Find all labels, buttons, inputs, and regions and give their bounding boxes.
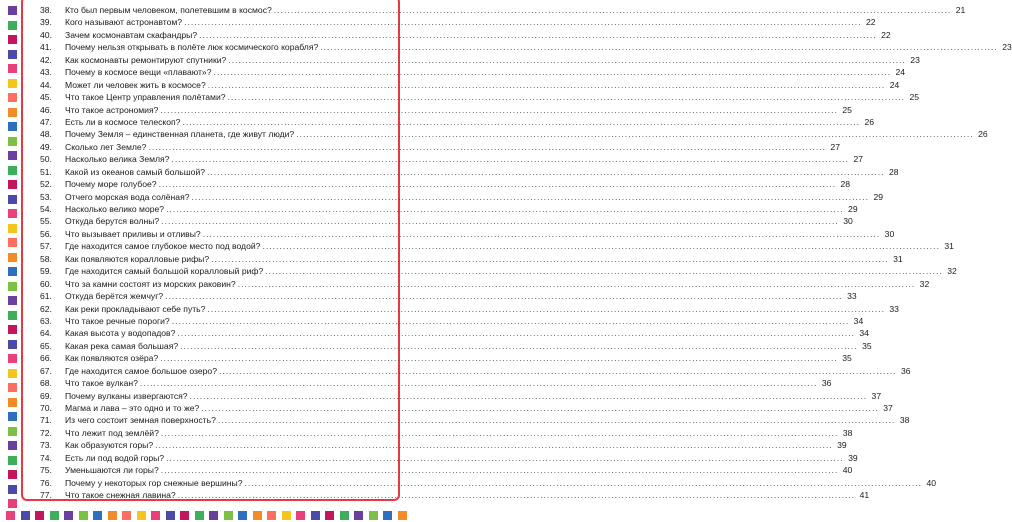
- toc-entry-page: 22: [881, 29, 891, 40]
- toc-entry-title: Как образуются горы?: [65, 440, 154, 451]
- toc-entry-page: 37: [883, 403, 893, 413]
- decor-square: [340, 511, 349, 520]
- toc-entry-title: Что такое речные пороги?: [65, 315, 170, 326]
- decor-square: [311, 511, 320, 520]
- toc-entry-page: 40: [926, 477, 937, 488]
- toc-dot-leader: ........................................................................................................................................................................................................: [219, 365, 897, 376]
- toc-dot-leader: ........................................................................................................................................................................................................: [199, 29, 877, 40]
- decor-square: [195, 511, 204, 520]
- toc-entry-number: 53.: [40, 191, 52, 202]
- toc-entry[interactable]: [40, 191, 884, 203]
- decor-square: [253, 511, 262, 520]
- toc-entry[interactable]: [40, 128, 988, 140]
- decor-square: [64, 511, 73, 520]
- table-of-contents: [40, 4, 1012, 502]
- toc-entry-title: Как появляются коралловые рифы?: [65, 253, 210, 264]
- toc-entry-number: 56.: [40, 228, 52, 239]
- toc-entry[interactable]: [40, 327, 869, 339]
- decor-square: [8, 253, 17, 262]
- toc-entry-page: 29: [848, 204, 858, 214]
- toc-entry-number: 57.: [40, 241, 52, 252]
- decor-square: [8, 35, 17, 44]
- decor-square: [8, 296, 17, 305]
- toc-entry[interactable]: [40, 390, 882, 402]
- decor-square: [108, 511, 117, 520]
- toc-entry[interactable]: [40, 215, 853, 227]
- toc-entry[interactable]: [40, 16, 876, 28]
- toc-entry[interactable]: [40, 240, 954, 252]
- toc-entry[interactable]: [40, 352, 852, 364]
- toc-dot-leader: ........................................................................................................................................................................................................: [191, 191, 870, 202]
- toc-dot-leader: ........................................................................................................................................................................................................: [171, 154, 849, 165]
- toc-dot-leader: ........................................................................................................................................................................................................: [320, 42, 998, 53]
- toc-entry-title: Может ли человек жить в космосе?: [65, 79, 206, 90]
- toc-entry-title: Где находится самое глубокое место под водой?: [65, 241, 261, 252]
- toc-entry-page: 29: [873, 191, 884, 202]
- toc-entry-title: Из чего состоит земная поверхность?: [65, 415, 216, 426]
- toc-entry-page: 33: [847, 291, 857, 302]
- toc-entry-number: 69.: [40, 390, 52, 401]
- toc-dot-leader: ........................................................................................................................................................................................................: [166, 204, 844, 214]
- toc-entry-number: 64.: [40, 328, 52, 339]
- decor-square: [8, 383, 17, 392]
- toc-entry[interactable]: [40, 414, 910, 426]
- toc-entry[interactable]: [40, 315, 864, 327]
- decor-square: [8, 499, 17, 508]
- toc-entry-title: Что за камни состоят из морских раковин?: [65, 278, 236, 289]
- toc-entry-page: 31: [944, 241, 954, 252]
- toc-entry-title: Есть ли в космосе телескоп?: [65, 116, 181, 127]
- decor-square: [50, 511, 59, 520]
- toc-entry-page: 23: [910, 54, 920, 65]
- toc-entry-number: 77.: [40, 490, 52, 501]
- toc-dot-leader: ........................................................................................................................................................................................................: [227, 92, 906, 103]
- toc-entry-title: Как космонавты ремонтируют спутники?: [65, 54, 227, 65]
- decor-square: [8, 180, 17, 189]
- toc-entry-number: 49.: [40, 141, 52, 152]
- toc-dot-leader: ........................................................................................................................................................................................................: [161, 216, 839, 227]
- toc-entry-number: 55.: [40, 216, 52, 227]
- toc-entry-title: Есть ли под водой горы?: [65, 452, 165, 463]
- decor-square: [35, 511, 44, 520]
- toc-entry-number: 40.: [40, 29, 52, 40]
- toc-entry-page: 41: [859, 490, 870, 501]
- toc-entry[interactable]: [40, 439, 847, 451]
- left-decor-strip: [8, 0, 17, 522]
- decor-square: [8, 311, 17, 320]
- toc-entry-title: Что такое снежная лавина?: [65, 490, 176, 501]
- decor-square: [8, 267, 17, 276]
- toc-dot-leader: ........................................................................................................................................................................................................: [207, 79, 886, 90]
- toc-dot-leader: ........................................................................................................................................................................................................: [207, 303, 885, 314]
- toc-entry-page: 22: [866, 17, 876, 28]
- toc-entry-title: Откуда берутся волны?: [65, 216, 160, 227]
- toc-entry-number: 59.: [40, 266, 52, 277]
- toc-dot-leader: ........................................................................................................................................................................................................: [189, 390, 868, 401]
- toc-dot-leader: ........................................................................................................................................................................................................: [160, 427, 839, 438]
- decor-square: [6, 511, 15, 520]
- toc-entry-number: 51.: [40, 166, 52, 177]
- toc-dot-leader: ........................................................................................................................................................................................................: [171, 315, 850, 326]
- toc-entry-number: 75.: [40, 465, 52, 476]
- toc-entry-title: Уменьшаются ли горы?: [65, 465, 159, 476]
- toc-entry-page: 32: [947, 266, 957, 277]
- toc-entry-page: 21: [955, 5, 966, 15]
- toc-entry-page: 35: [862, 340, 872, 351]
- toc-entry[interactable]: [40, 365, 911, 377]
- decor-square: [282, 511, 291, 520]
- toc-entry-title: Насколько велико море?: [65, 204, 165, 214]
- toc-dot-leader: ........................................................................................................................................................................................................: [160, 104, 838, 115]
- decor-square: [8, 456, 17, 465]
- decor-square: [8, 224, 17, 233]
- toc-entry-number: 54.: [40, 204, 52, 214]
- decor-square: [224, 511, 233, 520]
- toc-entry-number: 41.: [40, 42, 52, 53]
- toc-entry-page: 31: [893, 253, 903, 264]
- toc-entry-title: Насколько велика Земля?: [65, 154, 170, 165]
- decor-square: [267, 511, 276, 520]
- toc-entry[interactable]: [40, 290, 857, 302]
- toc-entry-title: Магма и лава – это одно и то же?: [65, 403, 200, 413]
- decor-square: [8, 369, 17, 378]
- toc-dot-leader: ........................................................................................................................................................................................................: [296, 129, 974, 140]
- toc-entry[interactable]: [40, 340, 872, 352]
- toc-entry-number: 45.: [40, 92, 52, 103]
- decor-square: [8, 21, 17, 30]
- toc-entry-title: Зачем космонавтам скафандры?: [65, 29, 198, 40]
- toc-entry[interactable]: [40, 54, 920, 66]
- decor-square: [8, 137, 17, 146]
- toc-entry-title: Откуда берётся жемчуг?: [65, 291, 164, 302]
- decor-square: [209, 511, 218, 520]
- toc-entry-title: Как появляются озёра?: [65, 353, 159, 364]
- toc-entry-page: 24: [889, 79, 900, 90]
- toc-dot-leader: ........................................................................................................................................................................................................: [202, 228, 881, 239]
- decor-square: [8, 151, 17, 160]
- toc-dot-leader: ........................................................................................................................................................................................................: [237, 278, 916, 289]
- decor-square: [8, 50, 17, 59]
- toc-entry-page: 25: [842, 104, 852, 115]
- toc-entry-number: 66.: [40, 353, 52, 364]
- toc-entry-page: 35: [842, 353, 852, 364]
- decor-square: [354, 511, 363, 520]
- toc-dot-leader: ........................................................................................................................................................................................................: [160, 353, 838, 364]
- toc-entry-page: 37: [871, 390, 882, 401]
- toc-entry-page: 34: [853, 315, 864, 326]
- decor-square: [398, 511, 407, 520]
- toc-dot-leader: ........................................................................................................................................................................................................: [165, 291, 843, 302]
- toc-entry[interactable]: [40, 4, 966, 16]
- toc-dot-leader: ........................................................................................................................................................................................................: [228, 54, 906, 65]
- toc-entry-title: Почему у некоторых гор снежные вершины?: [65, 477, 243, 488]
- toc-dot-leader: ........................................................................................................................................................................................................: [201, 403, 879, 413]
- decor-square: [8, 340, 17, 349]
- toc-entry[interactable]: [40, 427, 853, 439]
- toc-dot-leader: ........................................................................................................................................................................................................: [158, 179, 837, 190]
- toc-entry-number: 73.: [40, 440, 52, 451]
- toc-entry-number: 74.: [40, 452, 52, 463]
- toc-entry-number: 39.: [40, 17, 52, 28]
- decor-square: [8, 195, 17, 204]
- toc-dot-leader: ........................................................................................................................................................................................................: [273, 5, 952, 15]
- decor-square: [8, 108, 17, 117]
- toc-entry-page: 34: [859, 328, 869, 339]
- toc-entry[interactable]: [40, 464, 853, 476]
- decor-square: [8, 325, 17, 334]
- toc-entry-title: Кого называют астронавтом?: [65, 17, 183, 28]
- toc-entry-page: 38: [899, 415, 910, 426]
- toc-entry-title: Что такое Центр управления полётами?: [65, 92, 226, 103]
- toc-entry-page: 27: [830, 141, 840, 152]
- toc-entry-number: 61.: [40, 291, 52, 302]
- toc-entry[interactable]: [40, 91, 920, 103]
- toc-entry-number: 68.: [40, 378, 52, 389]
- toc-entry-page: 30: [884, 228, 895, 239]
- toc-entry-title: Отчего морская вода солёная?: [65, 191, 190, 202]
- toc-dot-leader: ........................................................................................................................................................................................................: [217, 415, 896, 426]
- decor-square: [180, 511, 189, 520]
- toc-entry-page: 39: [837, 440, 847, 451]
- toc-dot-leader: ........................................................................................................................................................................................................: [182, 116, 860, 127]
- decor-square: [8, 64, 17, 73]
- toc-dot-leader: ........................................................................................................................................................................................................: [177, 328, 855, 339]
- toc-dot-leader: ........................................................................................................................................................................................................: [166, 452, 844, 463]
- toc-entry-title: Что такое астрономия?: [65, 104, 159, 115]
- toc-dot-leader: ........................................................................................................................................................................................................: [213, 67, 892, 78]
- toc-entry-title: Где находится самый большой коралловый риф?: [65, 266, 264, 277]
- toc-entry[interactable]: [40, 253, 903, 265]
- decor-square: [8, 209, 17, 218]
- toc-entry[interactable]: [40, 166, 899, 178]
- toc-entry[interactable]: [40, 452, 858, 464]
- toc-entry-number: 50.: [40, 154, 52, 165]
- toc-dot-leader: ........................................................................................................................................................................................................: [139, 378, 818, 389]
- decor-square: [8, 470, 17, 479]
- toc-dot-leader: ........................................................................................................................................................................................................: [265, 266, 943, 277]
- toc-entry-number: 58.: [40, 253, 52, 264]
- decor-square: [238, 511, 247, 520]
- toc-entry[interactable]: [40, 203, 858, 215]
- toc-entry-title: Почему вулканы извергаются?: [65, 390, 188, 401]
- toc-entry[interactable]: [40, 477, 937, 489]
- toc-entry[interactable]: [40, 29, 891, 41]
- toc-entry-page: 25: [909, 92, 920, 103]
- toc-dot-leader: ........................................................................................................................................................................................................: [262, 241, 940, 252]
- decor-square: [8, 122, 17, 131]
- toc-entry[interactable]: [40, 402, 893, 414]
- toc-dot-leader: ........................................................................................................................................................................................................: [211, 253, 889, 264]
- toc-entry-page: 28: [889, 166, 899, 177]
- toc-entry-page: 30: [843, 216, 853, 227]
- toc-entry-page: 32: [919, 278, 930, 289]
- toc-entry-title: Почему в космосе вещи «плавают»?: [65, 67, 212, 78]
- toc-entry-number: 38.: [40, 5, 52, 15]
- toc-entry[interactable]: [40, 278, 930, 290]
- decor-square: [8, 441, 17, 450]
- decor-square: [151, 511, 160, 520]
- toc-entry-number: 76.: [40, 477, 52, 488]
- decor-square: [8, 93, 17, 102]
- toc-entry-title: Какой из океанов самый большой?: [65, 166, 206, 177]
- toc-entry-number: 71.: [40, 415, 52, 426]
- toc-entry-number: 42.: [40, 54, 52, 65]
- toc-entry-title: Что лежит под землёй?: [65, 427, 159, 438]
- toc-dot-leader: ........................................................................................................................................................................................................: [160, 465, 839, 476]
- toc-entry[interactable]: [40, 265, 957, 277]
- decor-square: [325, 511, 334, 520]
- toc-entry-page: 33: [889, 303, 899, 314]
- toc-entry-page: 24: [895, 67, 906, 78]
- toc-entry-title: Какая высота у водопадов?: [65, 328, 176, 339]
- decor-square: [8, 238, 17, 247]
- toc-entry-title: Сколько лет Земле?: [65, 141, 147, 152]
- decor-square: [8, 166, 17, 175]
- toc-entry-title: Что вызывает приливы и отливы?: [65, 228, 201, 239]
- toc-entry-title: Почему нельзя открывать в полёте люк космического корабля?: [65, 42, 319, 53]
- toc-entry[interactable]: [40, 153, 863, 165]
- toc-entry-title: Почему Земля – единственная планета, где живут люди?: [65, 129, 295, 140]
- toc-dot-leader: ........................................................................................................................................................................................................: [184, 17, 862, 28]
- toc-entry-number: 65.: [40, 340, 52, 351]
- toc-entry[interactable]: [40, 377, 832, 389]
- toc-entry[interactable]: [40, 228, 895, 240]
- toc-dot-leader: ........................................................................................................................................................................................................: [207, 166, 885, 177]
- toc-entry-page: 23: [1002, 42, 1012, 53]
- decor-square: [21, 511, 30, 520]
- toc-entry[interactable]: [40, 489, 870, 501]
- toc-entry-title: Почему море голубое?: [65, 179, 157, 190]
- toc-entry-title: Где находится самое большое озеро?: [65, 365, 217, 376]
- decor-square: [79, 511, 88, 520]
- decor-square: [8, 412, 17, 421]
- toc-entry[interactable]: [40, 79, 900, 91]
- decor-square: [122, 511, 131, 520]
- decor-square: [383, 511, 392, 520]
- decor-square: [8, 485, 17, 494]
- toc-entry-page: 40: [842, 465, 853, 476]
- toc-entry-number: 63.: [40, 315, 52, 326]
- toc-entry-title: Как реки прокладывают себе путь?: [65, 303, 206, 314]
- decor-square: [369, 511, 378, 520]
- bottom-decor-strip: [0, 508, 410, 522]
- toc-entry-number: 60.: [40, 278, 52, 289]
- toc-entry-number: 47.: [40, 116, 52, 127]
- toc-entry[interactable]: [40, 303, 899, 315]
- decor-square: [8, 398, 17, 407]
- toc-entry-number: 70.: [40, 403, 52, 413]
- toc-entry-number: 67.: [40, 365, 52, 376]
- toc-entry-page: 26: [864, 116, 874, 127]
- toc-entry[interactable]: [40, 41, 1012, 53]
- toc-entry-title: Кто был первым человеком, полетевшим в космос?: [65, 5, 272, 15]
- toc-dot-leader: ........................................................................................................................................................................................................: [177, 490, 856, 501]
- toc-entry-page: 27: [853, 154, 863, 165]
- decor-square: [137, 511, 146, 520]
- toc-entry-number: 72.: [40, 427, 52, 438]
- decor-square: [8, 282, 17, 291]
- decor-square: [93, 511, 102, 520]
- toc-entry-page: 36: [821, 378, 832, 389]
- decor-square: [296, 511, 305, 520]
- toc-entry-number: 46.: [40, 104, 52, 115]
- toc-entry[interactable]: [40, 116, 874, 128]
- toc-entry-number: 62.: [40, 303, 52, 314]
- toc-dot-leader: ........................................................................................................................................................................................................: [155, 440, 833, 451]
- decor-square: [8, 427, 17, 436]
- toc-entry[interactable]: [40, 178, 851, 190]
- decor-square: [8, 354, 17, 363]
- toc-entry-page: 38: [842, 427, 853, 438]
- toc-entry-title: Какая река самая большая?: [65, 340, 179, 351]
- toc-entry[interactable]: [40, 66, 906, 78]
- toc-entry-number: 52.: [40, 179, 52, 190]
- toc-entry[interactable]: [40, 141, 840, 153]
- decor-square: [166, 511, 175, 520]
- toc-entry-number: 43.: [40, 67, 52, 78]
- decor-square: [8, 79, 17, 88]
- decor-square: [8, 6, 17, 15]
- toc-entry-page: 36: [900, 365, 911, 376]
- toc-dot-leader: ........................................................................................................................................................................................................: [148, 141, 826, 152]
- toc-entry-number: 48.: [40, 129, 52, 140]
- toc-dot-leader: ........................................................................................................................................................................................................: [244, 477, 923, 488]
- toc-entry[interactable]: [40, 104, 852, 116]
- toc-dot-leader: ........................................................................................................................................................................................................: [180, 340, 858, 351]
- toc-entry-page: 28: [840, 179, 851, 190]
- toc-entry-page: 39: [848, 452, 858, 463]
- toc-entry-page: 26: [978, 129, 988, 140]
- toc-entry-number: 44.: [40, 79, 52, 90]
- toc-entry-title: Что такое вулкан?: [65, 378, 138, 389]
